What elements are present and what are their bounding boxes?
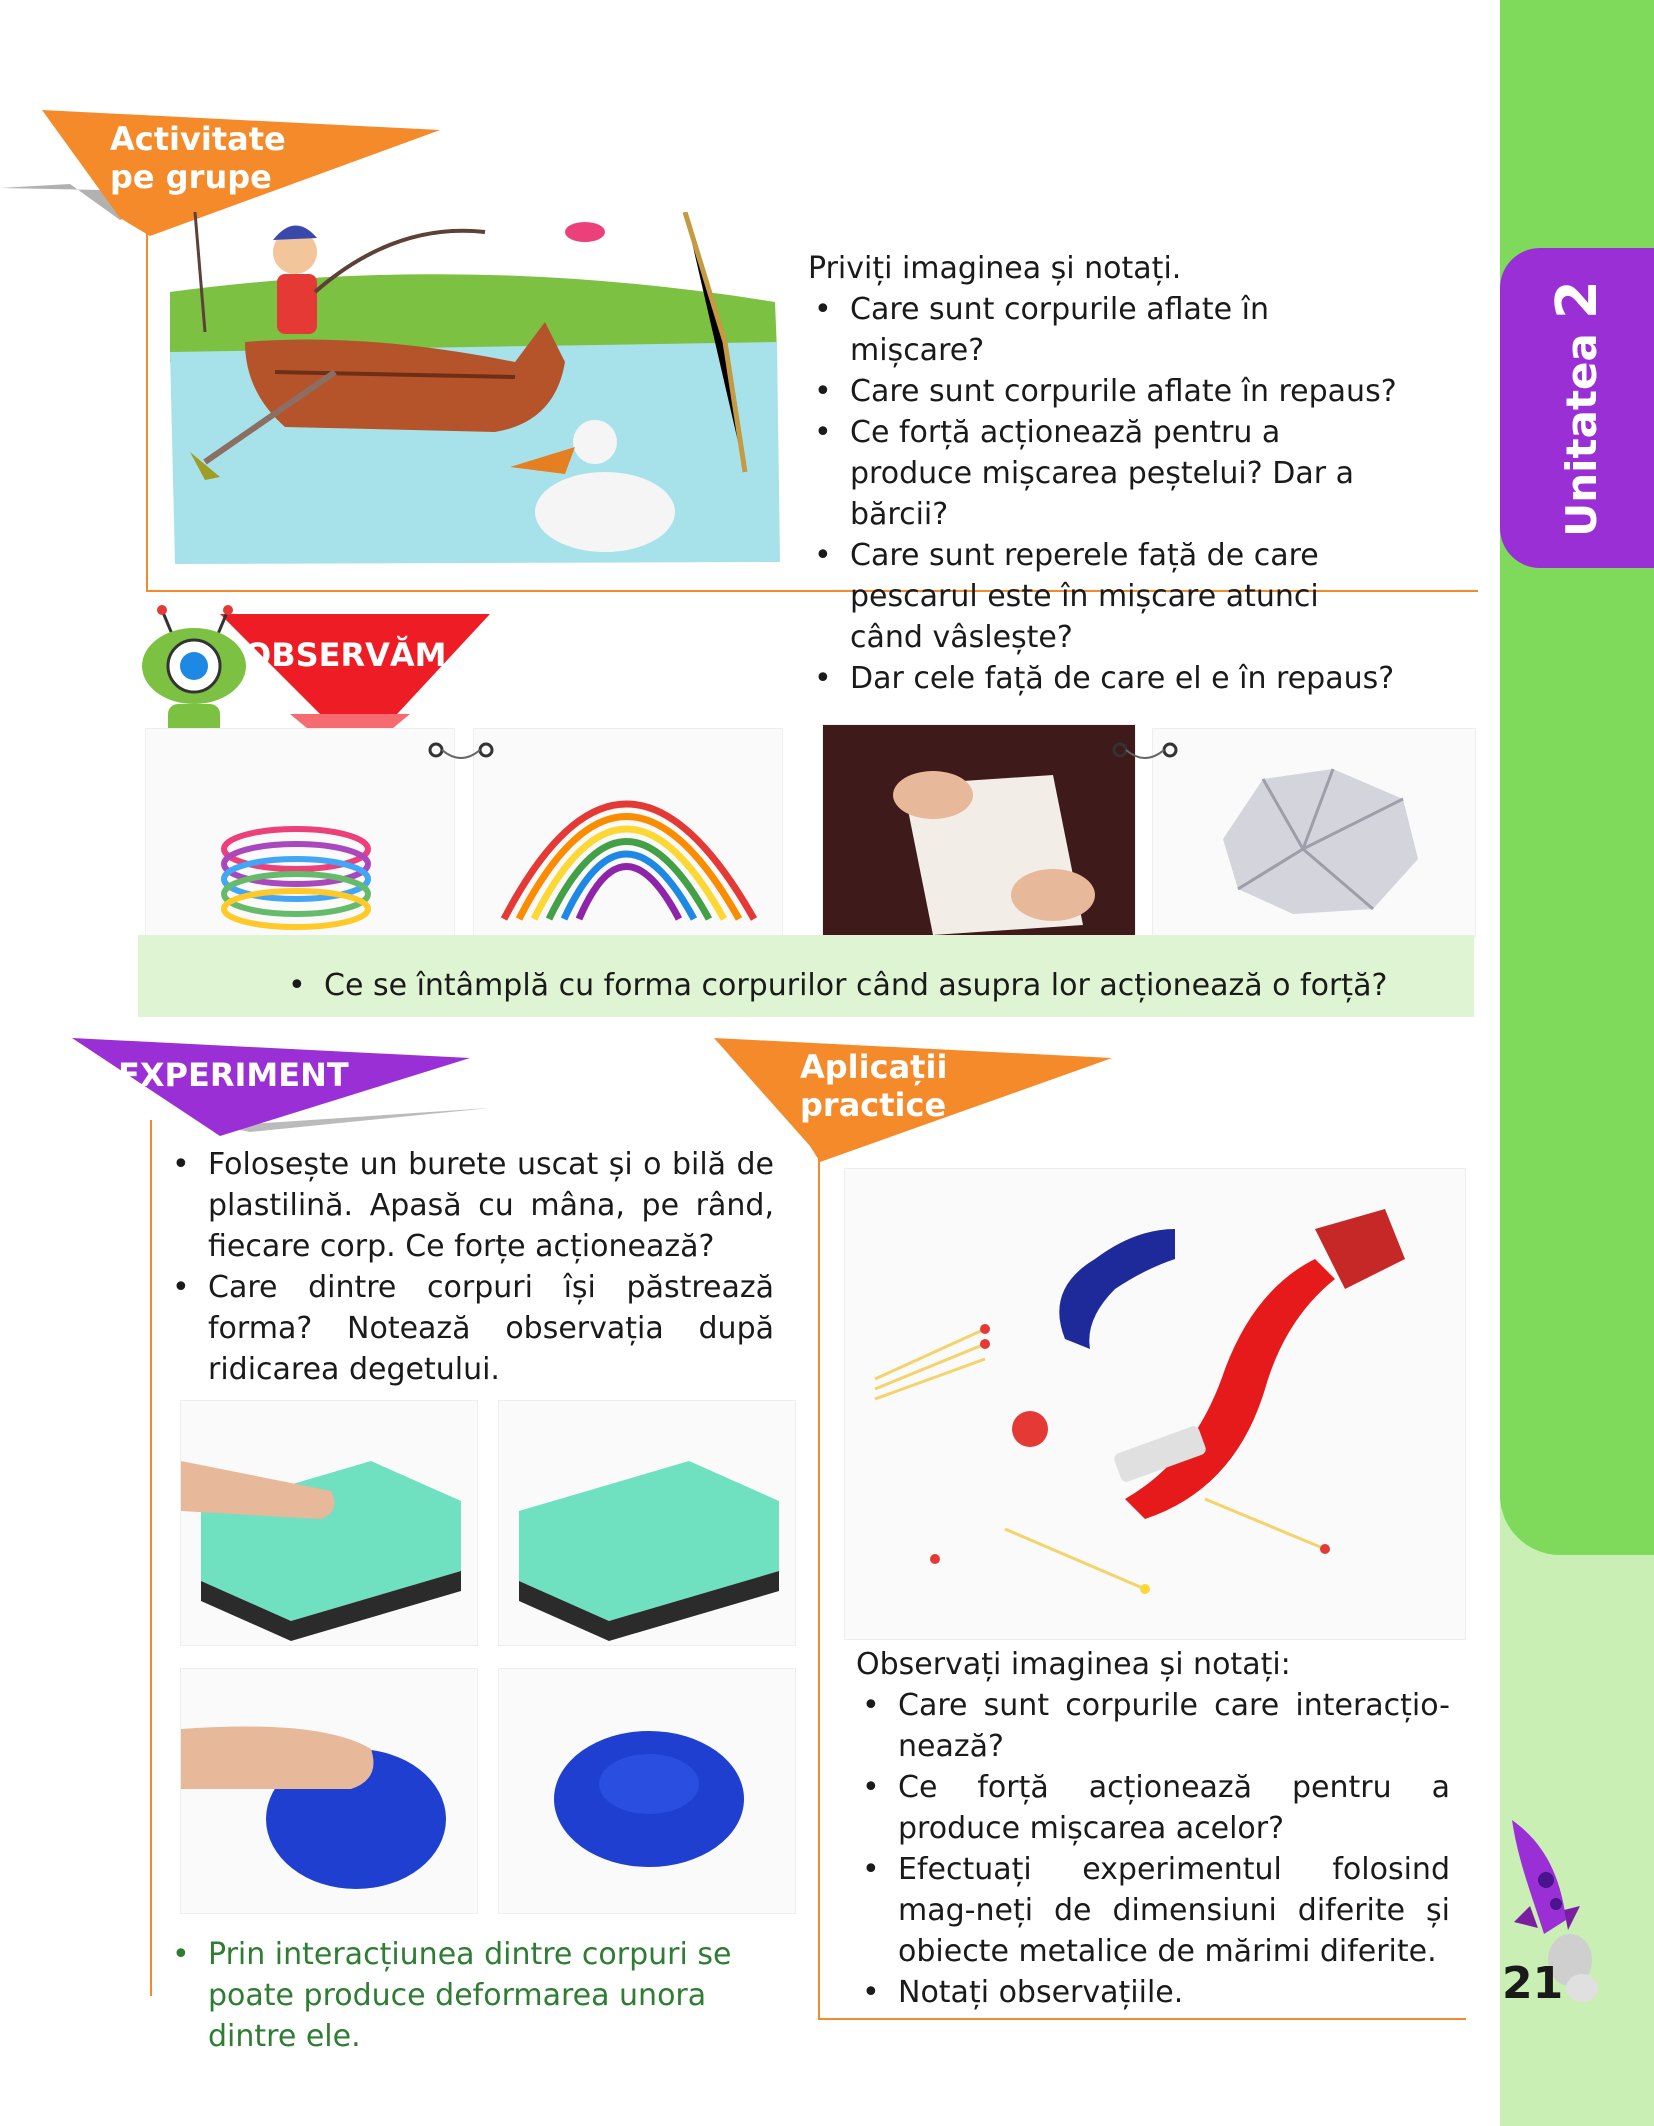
observe-question: • Ce se întâmplă cu forma corpurilor când asupra lor acționează o forță? (282, 965, 1462, 1006)
practice-frame-left (818, 1150, 820, 2020)
activity-question: • Dar cele față de care el e în repaus? (808, 658, 1398, 699)
practice-frame-bottom (818, 2018, 1466, 2020)
unit-label (1500, 248, 1654, 568)
practice-items (856, 1685, 1450, 2013)
practice-item: • Care sunt corpurile care interacțio-nează? (856, 1685, 1450, 1767)
sidebar-strip-top (1500, 0, 1654, 1555)
pin-icon (424, 738, 504, 768)
experiment-item: • Folosește un burete uscat și o bilă de plastilină. Apasă cu mâna, pe rând, fiecare corp. Ce forțe acționează? (166, 1144, 774, 1267)
photo-plasticine (498, 1668, 796, 1914)
experiment-item: • Care dintre corpuri își păstrează forma? Notează observația după ridicarea degetului. (166, 1267, 774, 1390)
practice-item: • Notați observațiile. (856, 1972, 1450, 2013)
unit-label-text: Unitatea (1556, 332, 1606, 537)
activity-banner-line-1: Activitate (110, 120, 286, 158)
practice-text (856, 1644, 1450, 2013)
practice-banner-line-1: Aplicații (800, 1048, 948, 1086)
experiment-banner: EXPERIMENT (118, 1056, 349, 1094)
experiment-frame-left (150, 1120, 152, 1996)
photo-sponge-pressed (180, 1400, 478, 1646)
activity-questions (808, 289, 1398, 699)
photo-spring-small (145, 728, 455, 938)
experiment-items (166, 1144, 774, 1390)
practice-banner-line-2: practice (800, 1086, 947, 1124)
practice-item: • Efectuați experimentul folosind mag-neți de dimensiuni diferite și obiecte metalice de mărimi diferite. (856, 1849, 1450, 1972)
activity-text (808, 248, 1488, 699)
observe-question-list (282, 965, 1462, 1006)
practice-intro: Observați imaginea și notați: (856, 1647, 1291, 1682)
practice-banner (800, 1048, 947, 1124)
experiment-conclusion-list (166, 1934, 786, 2057)
observe-banner: OBSERVĂM (244, 636, 447, 674)
activity-question: • Care sunt reperele față de care pescarul este în mișcare atunci când vâslește? (808, 535, 1398, 658)
photo-crumpled-paper (1152, 728, 1476, 938)
page-number: 21 (1502, 1958, 1564, 2009)
fisherman-illustration (165, 212, 790, 578)
photo-plasticine-pressed (180, 1668, 478, 1914)
practice-item: • Ce forță acționează pentru a produce mișcarea acelor? (856, 1767, 1450, 1849)
activity-frame-left (146, 232, 148, 592)
photo-sponge (498, 1400, 796, 1646)
activity-question: • Ce forță acționează pentru a produce mișcarea peștelui? Dar a bărcii? (808, 412, 1398, 535)
unit-number: 2 (1544, 279, 1610, 319)
activity-banner-line-2: pe grupe (110, 158, 272, 196)
experiment-conclusion: • Prin interacțiunea dintre corpuri se poate produce deformarea unora dintre ele. (166, 1934, 786, 2057)
activity-question: • Care sunt corpurile aflate în repaus? (808, 371, 1398, 412)
photo-hands-tissue (822, 724, 1136, 940)
activity-question: • Care sunt corpurile aflate în mișcare? (808, 289, 1398, 371)
activity-intro: Priviți imaginea și notați. (808, 251, 1182, 286)
pin-icon (1108, 738, 1188, 768)
photo-magnets-pins (844, 1168, 1466, 1640)
photo-spring-arc (473, 728, 783, 938)
activity-banner (110, 120, 286, 196)
